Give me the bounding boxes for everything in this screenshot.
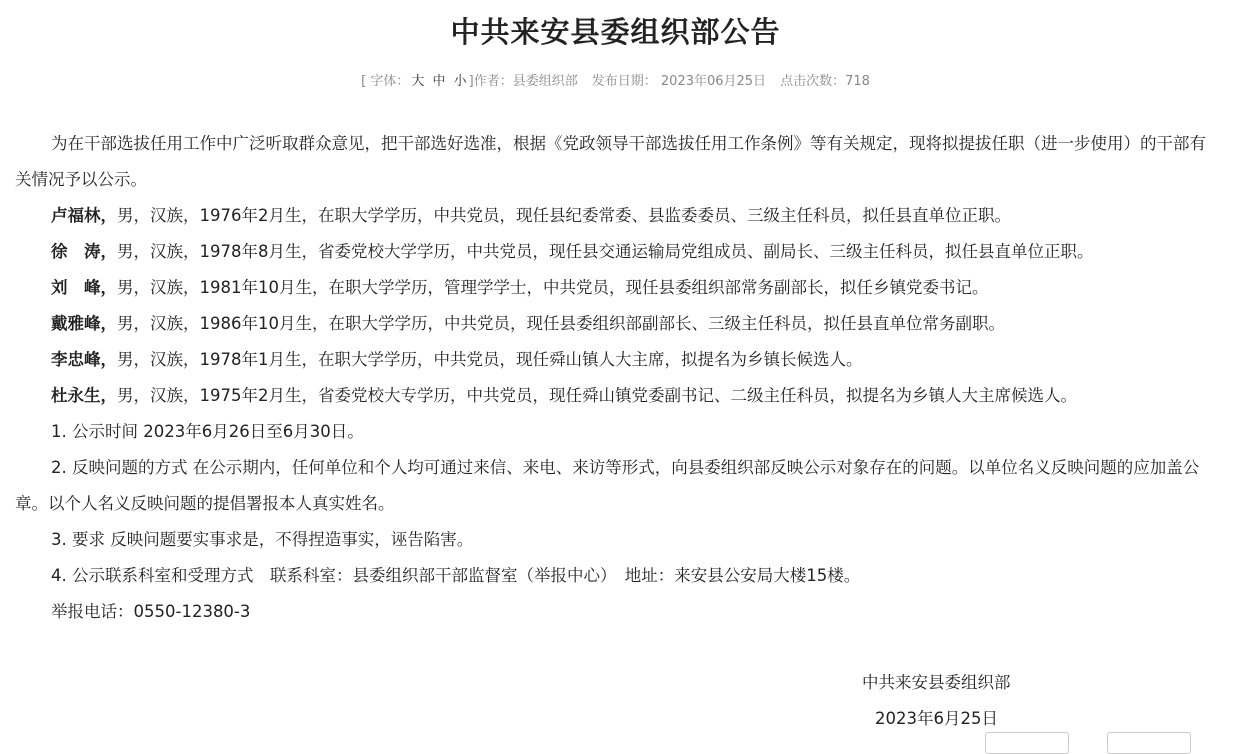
close-button[interactable]	[1107, 732, 1191, 754]
candidate-desc: 男，汉族，1981年10月生，在职大学学历，管理学学士，中共党员，现任县委组织部常务副部长，拟任乡镇党委书记。	[117, 278, 989, 297]
candidate-name: 杜永生，	[51, 386, 117, 405]
click-count: 点击次数：718	[780, 74, 870, 89]
page-title: 中共来安县委组织部公告	[450, 15, 781, 49]
notice-item-method: 2. 反映问题的方式 在公示期内，任何单位和个人均可通过来信、来电、来访等形式，向县委组织部反映公示对象存在的问题。以单位名义反映问题的应加盖公章。以个人名义反映问题的提倡署报本人真实姓名。	[15, 458, 1200, 513]
candidate-desc: 男，汉族，1986年10月生，在职大学学历，中共党员，现任县委组织部副部长、三级主任科员，拟任县直单位常务副职。	[117, 314, 1005, 333]
font-size-medium-link[interactable]: 中	[432, 74, 446, 89]
candidate-item	[15, 234, 1217, 270]
font-size-bracket: ]	[468, 74, 474, 89]
notice-item-time: 1. 公示时间 2023年6月26日至6月30日。	[51, 422, 364, 441]
font-size-label: [ 字体：	[361, 74, 410, 89]
signature-block	[862, 665, 1011, 737]
candidate-name: 卢福林，	[51, 206, 117, 225]
candidate-desc: 男，汉族，1978年1月生，在职大学学历，中共党员，现任舜山镇人大主席，拟提名为乡镇长候选人。	[117, 350, 863, 369]
font-size-large-link[interactable]: 大	[411, 74, 425, 89]
article-body	[15, 126, 1217, 630]
report-phone: 举报电话：0550-12380-3	[51, 602, 251, 621]
candidate-desc: 男，汉族，1978年8月生，省委党校大学学历，中共党员，现任县交通运输局党组成员、副局长、三级主任科员，拟任县直单位正职。	[117, 242, 1094, 261]
candidate-item	[15, 270, 1217, 306]
candidate-desc: 男，汉族，1976年2月生，在职大学学历，中共党员，现任县纪委常委、县监委委员、三级主任科员，拟任县直单位正职。	[117, 206, 1011, 225]
article-meta	[0, 70, 1231, 89]
notice-item-requirement: 3. 要求 反映问题要实事求是，不得捏造事实，诬告陷害。	[51, 530, 474, 549]
signature-org: 中共来安县委组织部	[862, 673, 1011, 692]
candidate-name: 徐 涛，	[51, 242, 117, 261]
candidate-item	[15, 306, 1217, 342]
publish-date: 发布日期： 2023年06月25日	[591, 74, 767, 89]
candidate-name: 刘 峰，	[51, 278, 117, 297]
candidate-name: 戴雅峰，	[51, 314, 117, 333]
candidate-name: 李忠峰，	[51, 350, 117, 369]
candidate-item	[15, 198, 1217, 234]
candidate-item	[15, 342, 1217, 378]
font-size-small-link[interactable]: 小	[453, 74, 467, 89]
candidate-item	[15, 378, 1217, 414]
notice-item-contact: 4. 公示联系科室和受理方式 联系科室：县委组织部干部监督室（举报中心） 地址：来安县公安局大楼15楼。	[51, 566, 861, 585]
author-label: 作者：县委组织部	[473, 74, 578, 89]
print-button[interactable]	[985, 732, 1069, 754]
candidate-desc: 男，汉族，1975年2月生，省委党校大专学历，中共党员，现任舜山镇党委副书记、二级主任科员，拟提名为乡镇人大主席候选人。	[117, 386, 1077, 405]
signature-date: 2023年6月25日	[875, 709, 998, 728]
intro-paragraph: 为在干部选拔任用工作中广泛听取群众意见，把干部选好选准，根据《党政领导干部选拔任用工作条例》等有关规定，现将拟提拔任职（进一步使用）的干部有关情况予以公示。	[15, 134, 1206, 189]
